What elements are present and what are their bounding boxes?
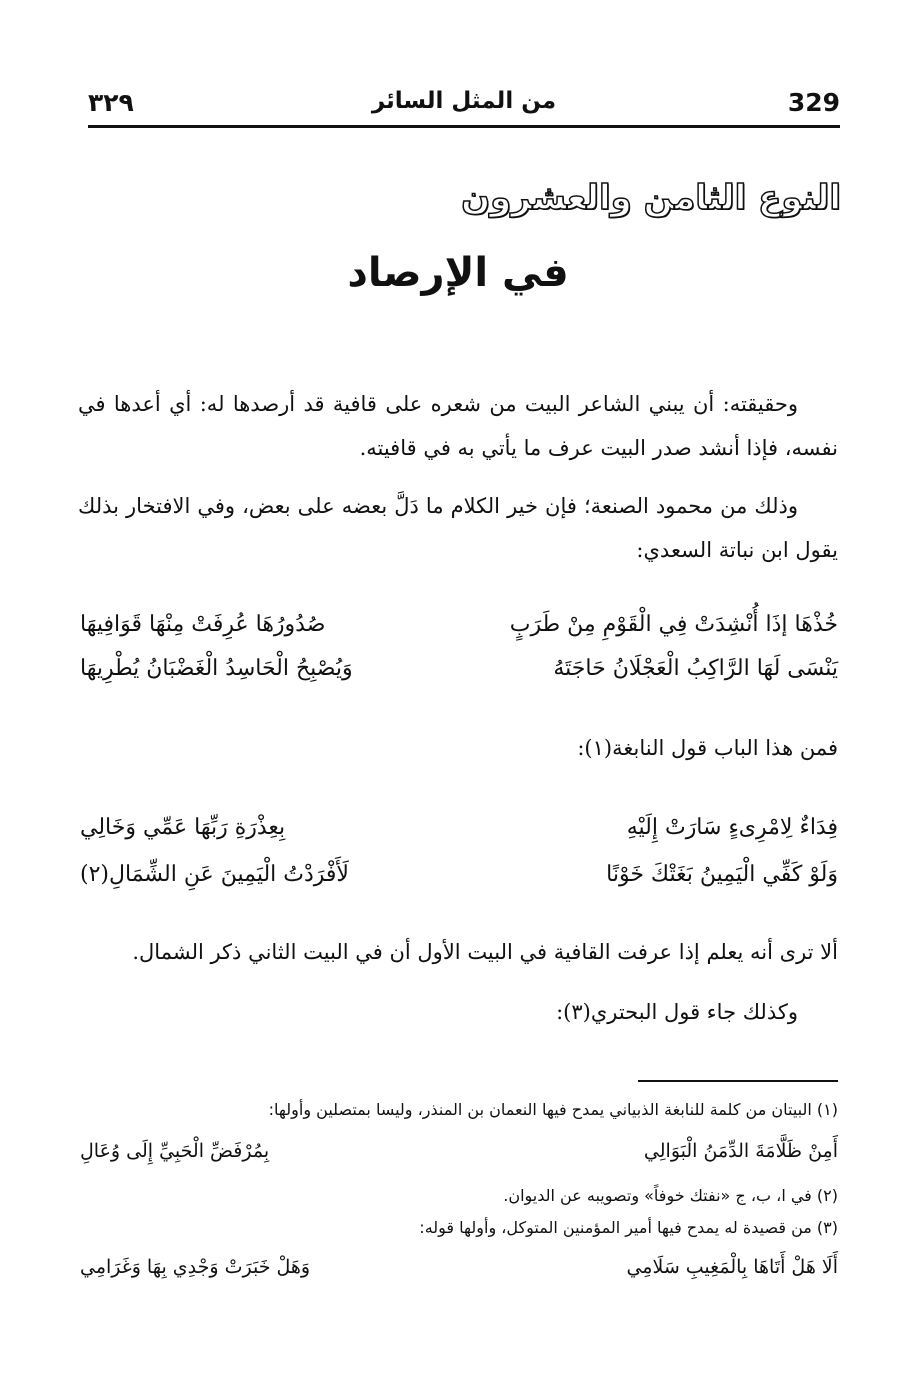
verse-second-hemistich: صُدُورُهَا عُرِفَتْ مِنْهَا قَوَافِيهَا	[80, 612, 326, 637]
header-rule	[88, 125, 840, 128]
verse-first-hemistich: يَنْسَى لَهَا الرَّاكِبُ الْعَجْلَانُ حَاجَتَهُ	[553, 656, 838, 681]
line-buhturi-intro: وكذلك جاء قول البحتري(٣):	[556, 1000, 798, 1024]
footnote-verse	[80, 1140, 838, 1174]
chapter-label: النوع الثامن والعشرون	[461, 178, 841, 218]
running-title: من المثل السائر	[371, 88, 557, 114]
paragraph-definition: وحقيقته: أن يبني الشاعر البيت من شعره على قافية قد أرصدها له: أي أعدها في نفسه، فإذا أنشد صدر البيت عرف ما يأتي به في قافيته.	[78, 392, 838, 460]
page-header	[88, 88, 840, 124]
verse-first-hemistich: فِدَاءٌ لِامْرِىءٍ سَارَتْ إِلَيْهِ	[626, 815, 838, 840]
paragraph-intro: وذلك من محمود الصنعة؛ فإن خير الكلام ما دَلَّ بعضه على بعض، وفي الافتخار بذلك يقول ابن نباتة السعدي:	[78, 494, 838, 562]
verse-second-hemistich: لَأَفْرَدْتُ الْيَمِينَ عَنِ الشِّمَالِ(٢)	[80, 862, 349, 887]
verse-second-hemistich: وَيُصْبِحُ الْحَاسِدُ الْغَضْبَانُ يُطْرِيهَا	[80, 656, 353, 681]
footnote-1: (١) البيتان من كلمة للنابغة الذبياني يمدح فيها النعمان بن المنذر، وليسا بمتصلين وأولها:	[268, 1100, 838, 1119]
footnote-2: (٢) في ا، ب، ج «نفتك خوفاً» وتصويبه عن الديوان.	[503, 1186, 838, 1205]
verse-second-hemistich: وَهَلْ خَبَرَتْ وَجْدِي بِهَا وَغَرَامِي	[80, 1256, 311, 1278]
verse-row	[80, 815, 838, 857]
verse-row	[80, 656, 838, 698]
verse-second-hemistich: بِمُرْفَضِّ الْحَبِيِّ إِلَى وُعَالِ	[80, 1140, 270, 1162]
page-number-arabic: ٣٢٩	[88, 88, 134, 117]
footnote-verse	[80, 1256, 838, 1290]
verse-row	[80, 862, 838, 904]
line-nabigha-intro: فمن هذا الباب قول النابغة(١):	[577, 736, 838, 760]
verse-first-hemistich: وَلَوْ كَفِّي الْيَمِينُ بَغَتْكَ خَوْنًا	[606, 862, 838, 887]
footnote-rule	[638, 1080, 838, 1082]
verse-first-hemistich: خُذْهَا إذَا أُنْشِدَتْ فِي الْقَوْمِ مِنْ طَرَبٍ	[509, 612, 838, 637]
footnote-3: (٣) من قصيدة له يمدح فيها أمير المؤمنين المتوكل، وأولها قوله:	[419, 1218, 838, 1237]
verse-first-hemistich: أَلَا هَلْ أَتَاهَا بِالْمَغِيبِ سَلَامِي	[626, 1256, 838, 1278]
verse-row	[80, 612, 838, 654]
verse-second-hemistich: بِعِذْرَةِ رَبِّهَا عَمِّي وَخَالِي	[80, 815, 286, 840]
chapter-title: في الإرصاد	[347, 250, 569, 296]
page-number-latin: 329	[787, 88, 840, 117]
verse-first-hemistich: أَمِنْ ظَلَّامَةَ الدِّمَنُ الْبَوَالِي	[643, 1140, 838, 1162]
paragraph-explanation: ألا ترى أنه يعلم إذا عرفت القافية في البيت الأول أن في البيت الثاني ذكر الشمال.	[132, 940, 838, 964]
